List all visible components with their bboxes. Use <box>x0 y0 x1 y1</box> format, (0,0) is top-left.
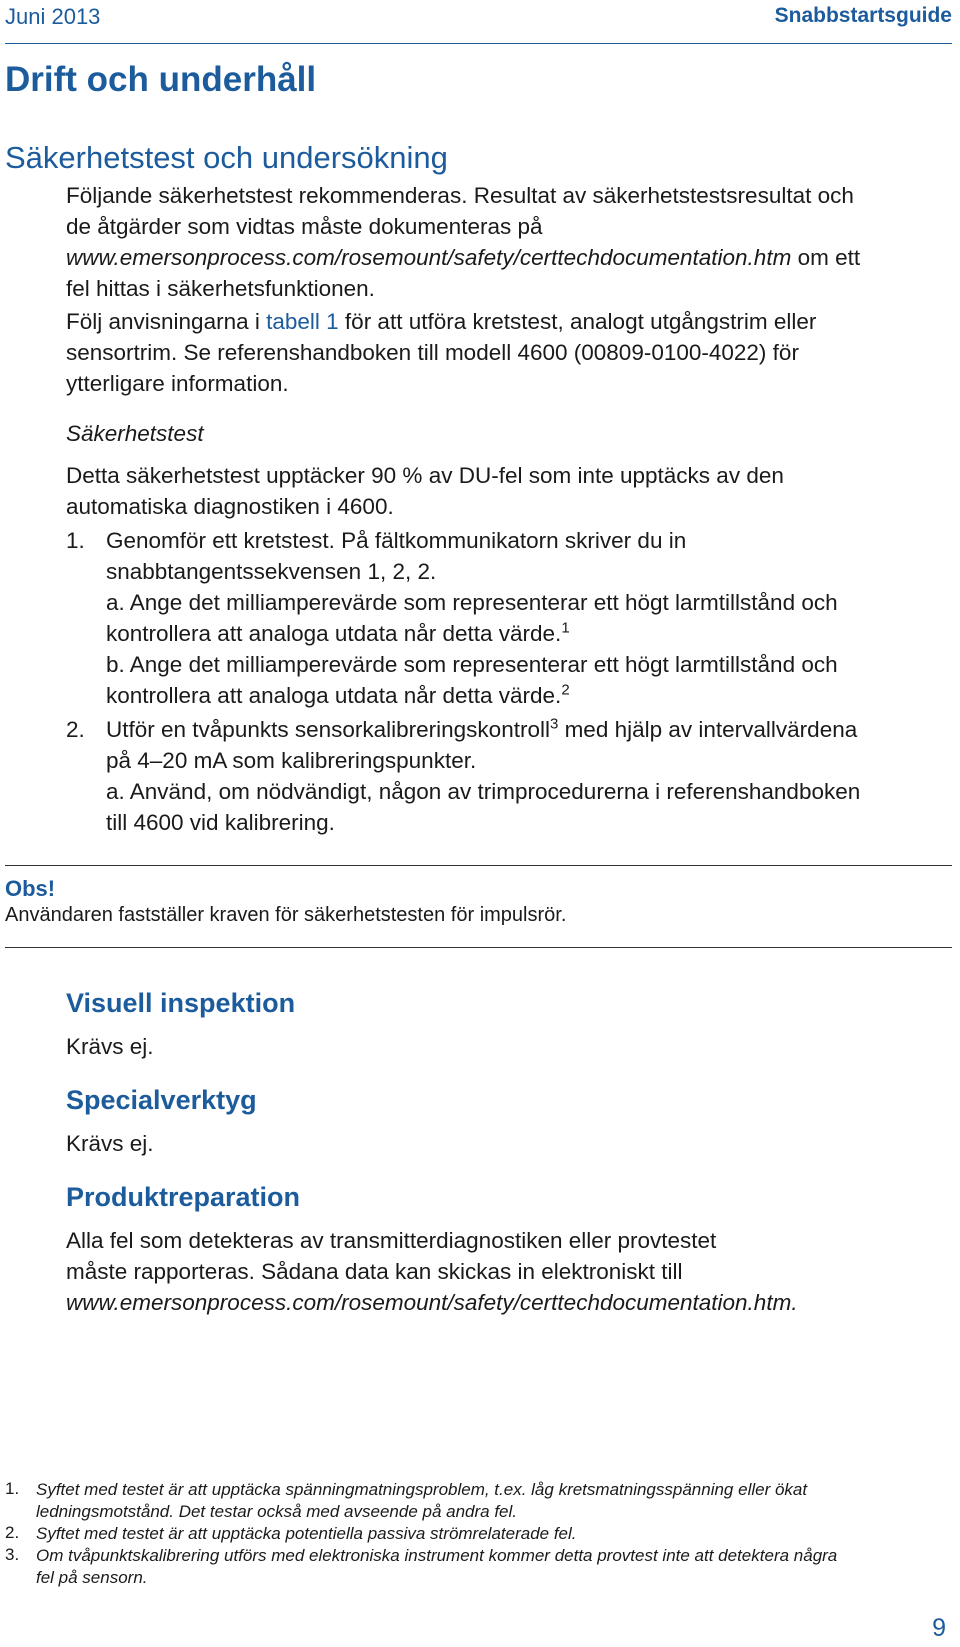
intro-line-3: www.emersonprocess.com/rosemount/safety/certtechdocumentation.htm om ett <box>66 245 861 270</box>
footnote-3: Om tvåpunktskalibrering utförs med elektroniska instrument kommer detta provtest inte att detektera några fel på sensorn. <box>36 1546 838 1587</box>
footnote-2-number: 2. <box>5 1523 20 1542</box>
product-repair-heading: Produktreparation <box>66 1182 301 1212</box>
page-number: 9 <box>932 1614 946 1642</box>
intro-paragraph <box>66 180 946 304</box>
step-2-number: 2. <box>66 717 85 742</box>
step-1b: b. Ange det milliamperevärde som representerar ett högt larmtillstånd och <box>106 652 838 677</box>
instructions-line-3: ytterligare information. <box>66 371 289 396</box>
intro-line-1: Följande säkerhetstest rekommenderas. Resultat av säkerhetstestsresultat och <box>66 183 854 208</box>
footnote-1-number: 1. <box>5 1479 20 1498</box>
doc-url-link[interactable]: www.emersonprocess.com/rosemount/safety/certtechdocumentation.htm <box>66 245 792 270</box>
footnote-ref-1: 1 <box>561 619 570 637</box>
footnote-3-number: 3. <box>5 1545 20 1564</box>
step-1: Genomför ett kretstest. På fältkommunikatorn skriver du in snabbtangentssekvensen 1, 2, 2. a. Ange det milliamperevärde som representerar ett högt larmtillstånd och kontrollera att analoga utdata når detta värde.$^1$ b. Ange det milliamperevärde som representerar ett högt larmtillstånd och kontrollera att analoga utdata når detta värde.$^2$ <box>106 525 946 711</box>
visual-inspection-heading: Visuell inspektion <box>66 988 296 1018</box>
step-1-number: 1. <box>66 528 85 553</box>
step-1a: a. Ange det milliamperevärde som representerar ett högt larmtillstånd och <box>106 590 838 615</box>
step-2a: a. Använd, om nödvändigt, någon av trimprocedurerna i referenshandboken <box>106 779 861 804</box>
note-bottom-divider <box>5 947 952 948</box>
product-repair-text: Alla fel som detekteras av transmitterdiagnostiken eller provtestet måste rapporteras. Sådana data kan skickas in elektroniskt till www.emersonprocess.com/rosemount/safety/certtechdocumentation.htm. <box>66 1225 946 1318</box>
note-text: Användaren fastställer kraven för säkerhetstesten för impulsrör. <box>5 904 567 926</box>
footnote-ref-2: 2 <box>561 681 570 699</box>
repair-url-link[interactable]: www.emersonprocess.com/rosemount/safety/certtechdocumentation.htm. <box>66 1290 798 1315</box>
step-2: Utför en tvåpunkts sensorkalibreringskontroll$^3$ med hjälp av intervallvärdena på 4–20 mA som kalibreringspunkter. a. Använd, om nödvändigt, någon av trimprocedurerna i referenshandboken till 4600 vid kalibrering. <box>106 714 946 838</box>
note-label: Obs! <box>5 876 56 901</box>
safety-test-subheading: Säkerhetstest <box>66 421 204 446</box>
instructions-line-1: Följ anvisningarna i tabell 1 för att utföra kretstest, analogt utgångstrim eller <box>66 309 817 334</box>
section-title: Säkerhetstest och undersökning <box>5 140 448 175</box>
footnote-1: Syftet med testet är att upptäcka spänningmatningsproblem, t.ex. låg kretsmatningsspänning eller ökat ledningsmotstånd. Det testar också med avseende på andra fel. <box>36 1480 808 1521</box>
detection-line-1: Detta säkerhetstest upptäcker 90 % av DU-fel som inte upptäcks av den <box>66 463 784 488</box>
page-title: Drift och underhåll <box>5 60 317 99</box>
special-tools-heading: Specialverktyg <box>66 1085 257 1115</box>
detection-line-2: automatiska diagnostiken i 4600. <box>66 494 394 519</box>
note-top-divider <box>5 865 952 866</box>
footnote-2: Syftet med testet är att upptäcka potentiella passiva strömrelaterade fel. <box>36 1524 577 1543</box>
instructions-paragraph <box>66 306 946 399</box>
instructions-line-2: sensortrim. Se referenshandboken till modell 4600 (00809-0100-4022) för <box>66 340 799 365</box>
header-date: Juni 2013 <box>5 4 101 29</box>
footnote-ref-3: 3 <box>549 715 559 733</box>
header-divider <box>5 43 952 44</box>
visual-inspection-text: Krävs ej. <box>66 1034 154 1059</box>
header-guide-title: Snabbstartsguide <box>774 4 952 27</box>
detection-paragraph <box>66 460 946 522</box>
special-tools-text: Krävs ej. <box>66 1131 154 1156</box>
table-1-link[interactable]: tabell 1 <box>266 309 339 334</box>
intro-line-4: fel hittas i säkerhetsfunktionen. <box>66 276 375 301</box>
intro-line-2: de åtgärder som vidtas måste dokumenteras på <box>66 214 543 239</box>
